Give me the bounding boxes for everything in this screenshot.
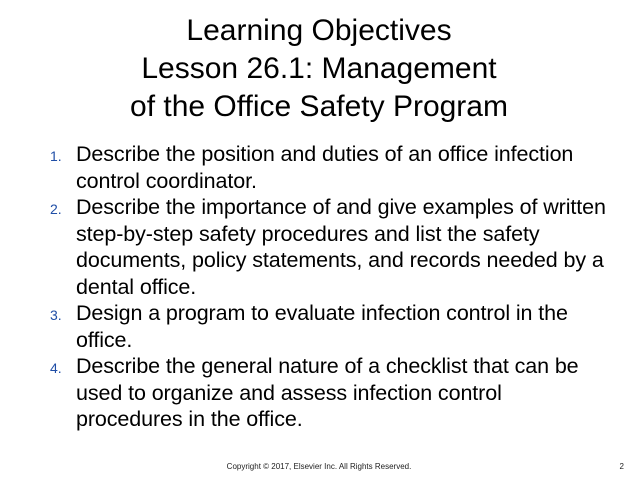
objective-item-2: [50, 194, 610, 300]
objective-item-1: [50, 141, 610, 194]
objective-text-1: Describe the position and duties of an office infection control coordinator.: [76, 142, 574, 193]
objective-text-2: Describe the importance of and give examples of written step-by-step safety procedures and list the safety documents, policy statements, and records needed by a dental office.: [76, 195, 606, 299]
slide-title: [0, 12, 638, 126]
objective-number-4: 4.: [50, 360, 62, 376]
objective-text-3: Design a program to evaluate infection control in the office.: [76, 301, 568, 352]
title-line-2: Lesson 26.1: Management: [141, 52, 497, 85]
objective-number-3: 3.: [50, 307, 62, 323]
objectives-list: [50, 141, 610, 433]
objective-item-3: [50, 300, 610, 353]
objective-number-1: 1.: [50, 148, 62, 164]
slide-footer: [0, 460, 638, 474]
objective-number-2: 2.: [50, 201, 62, 217]
objective-text-4: Describe the general nature of a checklist that can be used to organize and assess infection control procedures in the office.: [76, 354, 579, 431]
title-line-3: of the Office Safety Program: [130, 90, 508, 123]
page-number: 2: [619, 462, 624, 471]
objective-item-4: [50, 353, 610, 433]
copyright-notice: Copyright © 2017, Elsevier Inc. All Rights Reserved.: [226, 462, 412, 471]
title-line-1: Learning Objectives: [186, 14, 452, 47]
